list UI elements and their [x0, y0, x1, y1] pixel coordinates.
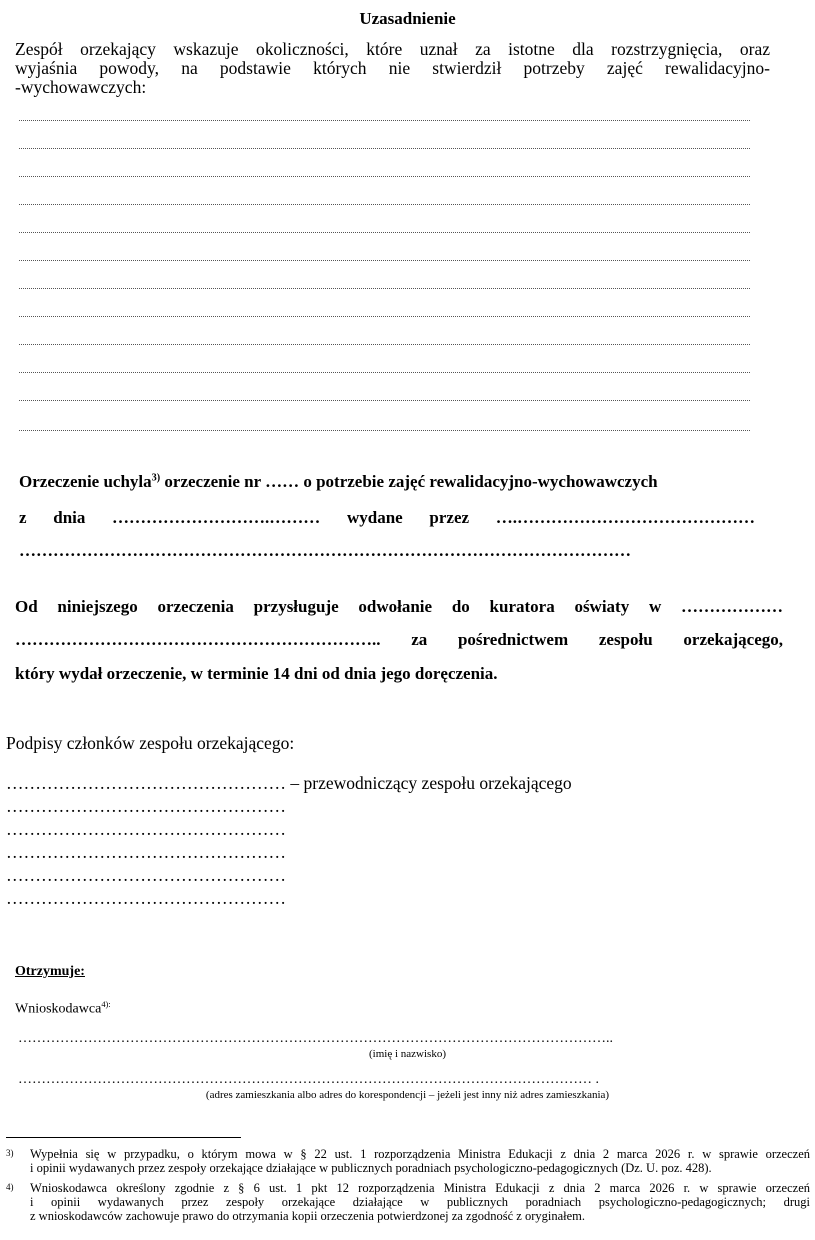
footnote-number: 4)	[6, 1182, 14, 1192]
applicant-name-field[interactable]: ………………………………………………………………………………………………………………..	[18, 1031, 613, 1046]
footnote-separator	[6, 1137, 241, 1138]
footnote-line: i opinii wydawanych przez zespoły orzekające działające w publicznych poradniach psychologiczno-pedagogicznych; drugi	[30, 1195, 810, 1209]
revocation-line-2: z dnia ……………………….……… wydane przez ….……………………………………	[19, 508, 755, 527]
signature-member: …………………………………………	[6, 842, 286, 862]
footnote-line: Wypełnia się w przypadku, o którym mowa w § 22 ust. 1 rozporządzenia Ministra Edukacji z dnia 2 marca 2026 r. w sprawie orzeczeń	[30, 1147, 810, 1161]
signatures-heading: Podpisy członków zespołu orzekającego:	[6, 733, 295, 753]
intro-line: wyjaśnia powody, na podstawie których nie stwierdził potrzeby zajęć rewalidacyjno-	[15, 58, 770, 78]
footnote-3	[30, 1147, 810, 1175]
signature-member: …………………………………………	[6, 888, 286, 908]
fill-line	[19, 344, 750, 345]
appeal-line-3: który wydał orzeczenie, w terminie 14 dni od dnia jego doręczenia.	[15, 664, 498, 683]
fill-line	[19, 204, 750, 205]
applicant-address-field[interactable]: …………………………………………………………………………………………………………… .	[18, 1072, 599, 1087]
footnote-line: Wnioskodawca określony zgodnie z § 6 ust. 1 pkt 12 rozporządzenia Ministra Edukacji z dnia 2 marca 2026 r. w sprawie orzeczeń	[30, 1181, 810, 1195]
page-title: Uzasadnienie	[359, 9, 456, 28]
fill-line	[19, 288, 750, 289]
signature-chair: ………………………………………… – przewodniczący zespołu orzekającego	[6, 773, 572, 793]
appeal-line-2: ……………………………………………………….. za pośrednictwem zespołu orzekającego,	[15, 630, 783, 649]
fill-line	[19, 260, 750, 261]
fill-line	[19, 430, 750, 431]
intro-line: -wychowawczych:	[15, 77, 147, 97]
footnote-line: z wnioskodawców zachowuje prawo do otrzymania kopii orzeczenia potwierdzonej za zgodność z oryginałem.	[30, 1209, 585, 1223]
address-caption: (adres zamieszkania albo adres do korespondencji – jeżeli jest inny niż adres zamieszkania)	[205, 1089, 610, 1101]
fill-line	[19, 316, 750, 317]
applicant-label	[15, 1000, 111, 1018]
footnote-line: i opinii wydawanych przez zespoły orzekające działające w publicznych poradniach psychologiczno-pedagogicznych (Dz. U. poz. 428).	[30, 1161, 712, 1175]
signature-member: …………………………………………	[6, 865, 286, 885]
fill-line	[19, 400, 750, 401]
name-caption: (imię i nazwisko)	[369, 1048, 446, 1060]
footnote-ref: 3)	[151, 472, 161, 484]
fill-line	[19, 120, 750, 121]
revocation-line-1	[19, 472, 658, 492]
appeal-line-1: Od niniejszego orzeczenia przysługuje odwołanie do kuratora oświaty w ………………	[15, 597, 783, 616]
fill-line	[19, 148, 750, 149]
footnote-number: 3)	[6, 1148, 14, 1158]
fill-line	[19, 232, 750, 233]
fill-line	[19, 176, 750, 177]
footnote-ref: 4):	[101, 1000, 111, 1009]
signature-member: …………………………………………	[6, 819, 286, 839]
revocation-line-3: ………………………………………………………………………………………………	[19, 541, 631, 560]
signature-member: …………………………………………	[6, 796, 286, 816]
revocation-text: Orzeczenie uchyla	[19, 472, 152, 491]
recipients-heading: Otrzymuje:	[15, 964, 85, 979]
fill-line	[19, 372, 750, 373]
revocation-text: orzeczenie nr …… o potrzebie zajęć rewalidacyjno-wychowawczych	[160, 472, 658, 491]
justification-intro	[15, 40, 770, 97]
applicant-text: Wnioskodawca	[15, 1001, 102, 1017]
intro-line: Zespół orzekający wskazuje okoliczności, które uznał za istotne dla rozstrzygnięcia, oraz	[15, 39, 770, 59]
footnote-4	[30, 1181, 810, 1223]
